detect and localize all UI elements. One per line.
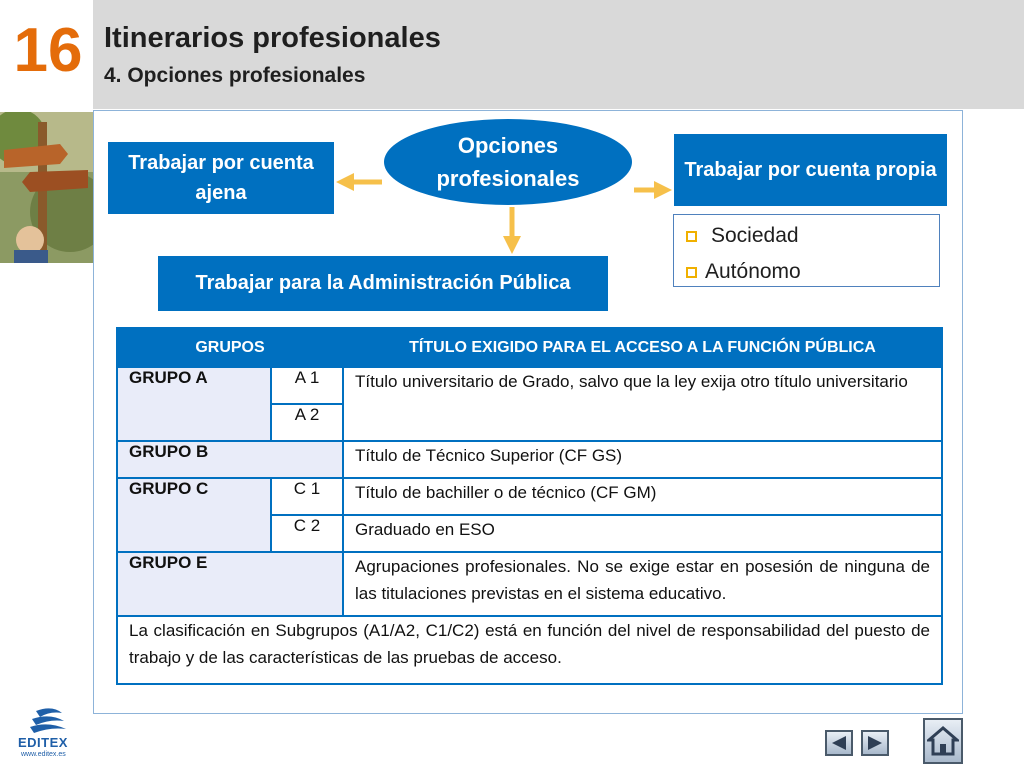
subgroup-a1: A 1 [271, 367, 343, 404]
previous-slide-button[interactable] [825, 730, 853, 756]
group-c2-title: Graduado en ESO [343, 515, 942, 552]
home-icon [927, 726, 959, 756]
subgroup-a2: A 2 [271, 404, 343, 441]
next-slide-button[interactable] [861, 730, 889, 756]
triangle-right-icon [866, 735, 884, 751]
arrow-right-icon [634, 181, 672, 199]
table-row [117, 367, 942, 404]
table-row [117, 441, 942, 478]
arrow-left-icon [336, 173, 382, 191]
group-b-label: GRUPO B [117, 441, 343, 478]
diagram-node-administracion: Trabajar para la Administración Pública [157, 255, 609, 312]
diagram-node-cuenta-propia: Trabajar por cuenta propia [673, 133, 948, 207]
group-a-label: GRUPO A [117, 367, 271, 441]
group-a-title: Título universitario de Grado, salvo que la ley exija otro título universitario [343, 367, 942, 441]
chapter-number: 16 [13, 16, 83, 85]
table-note: La clasificación en Subgrupos (A1/A2, C1/C2) está en función del nivel de responsabilidad del puesto de trabajo y de las características de las pruebas de acceso. [117, 616, 942, 684]
checkbox-bullet-icon [686, 231, 697, 242]
option-sociedad [686, 224, 799, 248]
diagram-center-node: Opciones profesionales [383, 118, 633, 206]
brand-url: www.editex.es [21, 751, 66, 758]
diagram-node-cuenta-ajena: Trabajar por cuenta ajena [107, 141, 335, 215]
group-c-label: GRUPO C [117, 478, 271, 552]
page-title: Itinerarios profesionales [104, 22, 441, 54]
page-subtitle: 4. Opciones profesionales [104, 64, 366, 87]
arrow-down-icon [503, 207, 521, 254]
brand-name: EDITEX [18, 735, 68, 750]
option-sociedad-label: Sociedad [711, 224, 799, 247]
subgroup-c1: C 1 [271, 478, 343, 515]
group-e-label: GRUPO E [117, 552, 343, 616]
group-e-title: Agrupaciones profesionales. No se exige estar en posesión de ninguna de las titulaciones previstas en el sistema educativo. [343, 552, 942, 616]
group-c1-title: Título de bachiller o de técnico (CF GM) [343, 478, 942, 515]
option-autonomo-label: Autónomo [705, 260, 801, 283]
table-row [117, 616, 942, 684]
header-titulo: TÍTULO EXIGIDO PARA EL ACCESO A LA FUNCIÓN PÚBLICA [343, 328, 942, 367]
checkbox-bullet-icon [686, 267, 697, 278]
table-header-row [117, 328, 942, 367]
self-employment-options [673, 214, 940, 287]
editex-logo [14, 707, 80, 762]
subgroup-c2: C 2 [271, 515, 343, 552]
triangle-left-icon [830, 735, 848, 751]
group-b-title: Título de Técnico Superior (CF GS) [343, 441, 942, 478]
option-autonomo [686, 260, 801, 284]
home-button[interactable] [923, 718, 963, 764]
table-row [117, 552, 942, 616]
groups-table [116, 327, 943, 685]
table-row [117, 478, 942, 515]
header-grupos: GRUPOS [117, 328, 343, 367]
